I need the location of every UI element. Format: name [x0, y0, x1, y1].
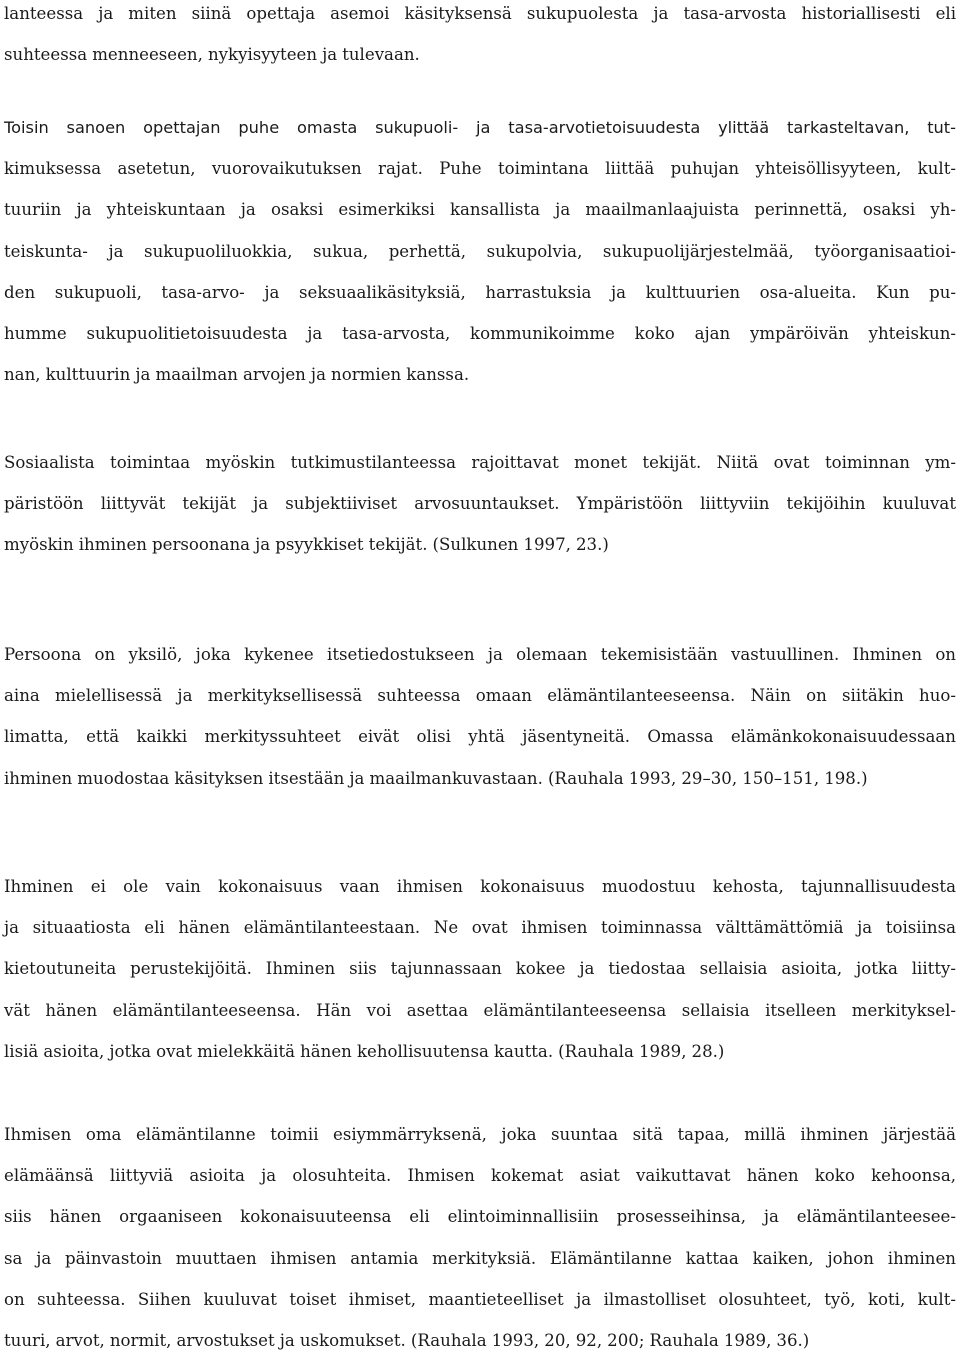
text-line-rest: on yksilö, joka kykenee itsetiedostukseen ja olemaan tekemisistään vastuullinen. Ihminen on	[81, 645, 956, 664]
text-line: Sosiaalista toimintaa myöskin tutkimustilanteessa rajoittavat monet tekijät. Niitä ovat toiminnan ym-	[4, 453, 956, 472]
text-line: elämäänsä liittyviä asioita ja olosuhteita. Ihmisen kokemat asiat vaikuttavat hänen koko kehoonsa,	[4, 1166, 956, 1186]
paragraph-6	[4, 1114, 956, 1361]
text-line: tuuri, arvot, normit, arvostukset ja uskomukset. (Rauhala 1993, 20, 92, 200; Rauhala 1989, 36.)	[4, 1331, 810, 1351]
text-line: siis hänen orgaaniseen kokonaisuuteensa eli elintoiminnallisiin prosesseihinsa, ja elämäntilanteesee-	[4, 1207, 956, 1227]
text-line: Ihminen ei ole vain kokonaisuus vaan ihmisen kokonaisuus muodostuu kehosta, tajunnallisuudesta	[4, 877, 956, 896]
text-line: kietoutuneita perustekijöitä. Ihminen siis tajunnassaan kokee ja tiedostaa sellaisia asioita, jotka liitty-	[4, 959, 956, 979]
paragraph-2	[4, 107, 956, 395]
paragraph-5	[4, 866, 956, 1072]
text-line: humme sukupuolitietoisuudesta ja tasa-arvosta, kommunikoimme koko ajan ympäröivän yhteiskun-	[4, 324, 956, 344]
defined-term: Persoona	[4, 645, 82, 664]
text-line: kimuksessa asetetun, vuorovaikutuksen rajat. Puhe toimintana liittää puhujan yhteisöllisyyteen, kult-	[4, 159, 956, 179]
text-line: nan, kulttuurin ja maailman arvojen ja normien kanssa.	[4, 365, 470, 385]
text-line: teiskunta- ja sukupuoliluokkia, sukua, perhettä, sukupolvia, sukupuolijärjestelmää, työorganisaatioi-	[4, 241, 956, 261]
text-line: Ihmisen oma elämäntilanne toimii esiymmärryksenä, joka suuntaa sitä tapaa, millä ihminen järjestää	[4, 1125, 956, 1144]
text-line: päristöön liittyvät tekijät ja subjektiiviset arvosuuntaukset. Ympäristöön liittyviin tekijöihin kuuluvat	[4, 494, 956, 514]
paragraph-3	[4, 442, 956, 566]
text-line: limatta, että kaikki merkityssuhteet eivät olisi yhtä jäsentyneitä. Omassa elämänkokonaisuudessaan	[4, 727, 956, 747]
text-line: on suhteessa. Siihen kuuluvat toiset ihmiset, maantieteelliset ja ilmastolliset olosuhteet, työ, koti, kult-	[4, 1289, 956, 1309]
text-line: den sukupuoli, tasa-arvo- ja seksuaalikäsityksiä, harrastuksia ja kulttuurien osa-alueita. Kun pu-	[4, 282, 956, 302]
paragraph-4	[4, 634, 956, 799]
text-line: sa ja päinvastoin muuttaen ihmisen antamia merkityksiä. Elämäntilanne kattaa kaiken, johon ihminen	[4, 1248, 956, 1268]
text-line: ja situaatiosta eli hänen elämäntilanteestaan. Ne ovat ihmisen toiminnassa välttämättömiä ja toisiinsa	[4, 918, 956, 938]
text-line: lanteessa ja miten siinä opettaja asemoi käsityksensä sukupuolesta ja tasa-arvosta historiallisesti eli	[4, 4, 956, 23]
text-line: tuuriin ja yhteiskuntaan ja osaksi esimerkiksi kansallista ja maailmanlaajuista perinnettä, osaksi yh-	[4, 200, 956, 220]
text-line: lisiä asioita, jotka ovat mielekkäitä hänen kehollisuutensa kautta. (Rauhala 1989, 28.)	[4, 1041, 725, 1061]
text-line: aina mielellisessä ja merkityksellisessä suhteessa omaan elämäntilanteeseensa. Näin on siitäkin huo-	[4, 686, 956, 706]
text-line: suhteessa menneeseen, nykyisyyteen ja tulevaan.	[4, 45, 420, 65]
paragraph-1	[4, 0, 956, 75]
text-line: ihminen muodostaa käsityksen itsestään ja maailmankuvastaan. (Rauhala 1993, 29–30, 150–151, 198.)	[4, 768, 868, 788]
text-line: Toisin sanoen opettajan puhe omasta sukupuoli- ja tasa-arvotietoisuudesta ylittää tarkasteltavan, tut-	[4, 118, 956, 137]
text-line: myöskin ihminen persoonana ja psyykkiset tekijät. (Sulkunen 1997, 23.)	[4, 535, 609, 555]
text-line: vät hänen elämäntilanteeseensa. Hän voi asettaa elämäntilanteeseensa sellaisia itselleen merkityksel-	[4, 1000, 956, 1020]
text-line	[4, 634, 956, 675]
